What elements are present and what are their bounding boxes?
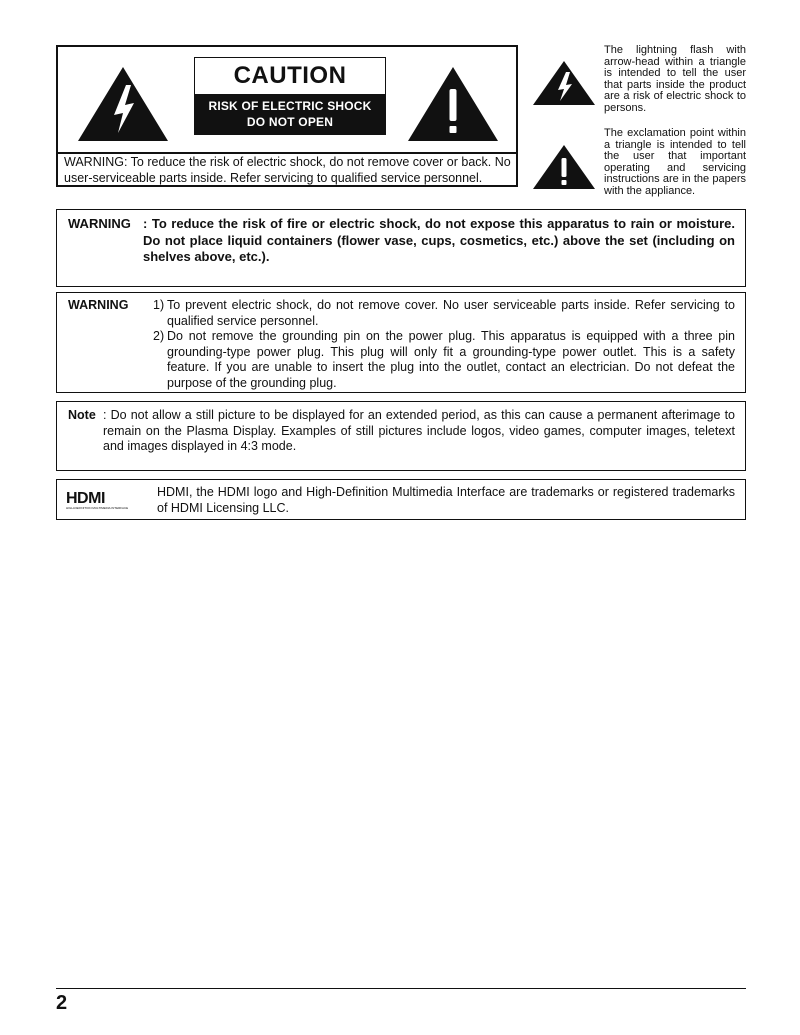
hdmi-trademark-text: HDMI, the HDMI logo and High-Definition Multimedia Interface are trademarks or registered trademarks of HDMI Licensing LLC. (157, 485, 735, 515)
exclamation-symbol-icon (532, 144, 596, 190)
hdmi-trademark-box (56, 479, 746, 520)
list-item-text: To prevent electric shock, do not remove cover. No user serviceable parts inside. Refer servicing to qualified service personnel. (167, 298, 735, 328)
grounding-warning-box (56, 292, 746, 393)
exclamation-warning-icon (406, 65, 500, 143)
warning-label: WARNING (68, 298, 129, 312)
fire-shock-warning-box (56, 209, 746, 287)
caution-warning-text: WARNING: To reduce the risk of electric shock, do not remove cover or back. No user-serviceable parts inside. Refer servicing to qualified service personnel. (64, 155, 511, 185)
list-item-number: 1) (153, 298, 165, 312)
shock-warning-band (195, 94, 385, 134)
lightning-warning-icon (76, 65, 170, 143)
note-text: : Do not allow a still picture to be displayed for an extended period, as this can cause a permanent afterimage to remain on the Plasma Display. Examples of still pictures include logos, video games, computer images, teletext and images displayed in 4:3 mode. (103, 408, 735, 453)
caution-title: CAUTION (233, 62, 347, 89)
note-label: Note (68, 408, 96, 422)
hdmi-logo-tagline: HIGH-DEFINITION MULTIMEDIA INTERFACE (66, 506, 129, 510)
list-item (153, 298, 735, 329)
list-item-text: Do not remove the grounding pin on the power plug. This apparatus is equipped with a three pin grounding-type power plug. This plug will only fit a grounding-type power outlet. This is a safety feature. If you are unable to insert the plug into the outlet, contact an electrician. Do not defeat the purpose of the grounding plug. (167, 329, 735, 390)
warning-list (153, 298, 735, 391)
hdmi-logo (66, 489, 142, 511)
warning-label: WARNING (68, 216, 131, 231)
list-item (153, 329, 735, 391)
caution-panel (56, 45, 518, 187)
exclamation-symbol-explanation: The exclamation point within a triangle is intended to tell the user that important operating and servicing instructions are in the papers with the appliance. (604, 127, 746, 197)
hdmi-logo-text: HDMI (66, 490, 105, 507)
lightning-symbol-icon (532, 60, 596, 106)
caution-label (194, 57, 386, 135)
shock-warning-line1: RISK OF ELECTRIC SHOCK (208, 99, 372, 113)
fire-shock-warning-text: : To reduce the risk of fire or electric shock, do not expose this apparatus to rain or moisture. Do not place liquid containers (flower vase, cups, cosmetics, etc.) above the set (including on shelves above, etc.). (143, 216, 735, 264)
list-item-number: 2) (153, 329, 165, 343)
page-number: 2 (56, 992, 68, 1014)
footer-divider (56, 988, 746, 989)
lightning-symbol-explanation: The lightning flash with arrow-head within a triangle is intended to tell the user that parts inside the product are a risk of electric shock to persons. (604, 44, 746, 114)
shock-warning-line2: DO NOT OPEN (246, 115, 334, 129)
still-picture-note-box (56, 401, 746, 471)
